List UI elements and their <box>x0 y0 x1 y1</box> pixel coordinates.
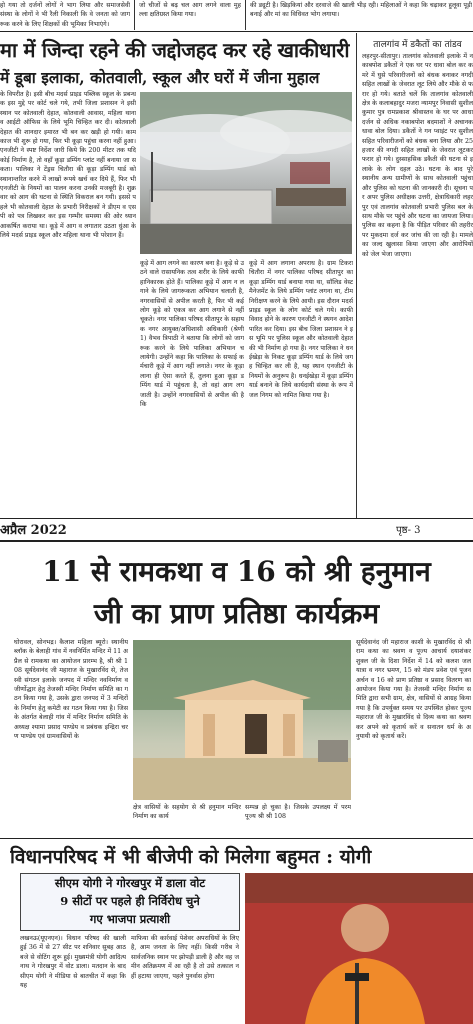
ramkatha-headline-line1: 11 से रामकथा व 16 को श्री हनुमान <box>42 555 431 588</box>
ramkatha-headline-line2: जी का प्राण प्रतिष्ठा कार्यक्रम <box>93 597 380 630</box>
header-rule <box>0 540 473 542</box>
box-line-3: गए भाजपा प्रत्याशी <box>89 912 171 926</box>
side-headline: तालगांव में डकैतों का तांडव <box>373 40 462 50</box>
strip-left-text: हो गया तो दर्जनों लोगों ने भाग लिया और समाजसेवी संस्था के लोगों ने भी रैली निकाली कि वे जनता को जागरूक करने के लिए शिक्षकों की भूमिका निभाएंगे। <box>0 2 130 28</box>
column-rule <box>245 0 246 30</box>
article-col-1: के विपरीत है। इसी बीच मदर्स प्राइड पब्लिक स्कूल के प्रबन्धक इस मुद्दे पर कोर्ट चले गये, तभी जिला प्रशासन ने इसी स्थान पर कोतवाली देहात, कोतवाली आवास, महिला थाना व आईटी ऑफिस के लिये भूमि चिन्हित कर दी। कोतवाली देहात की शानदार इमारत भी बन कर खड़ी हो गयी। कामकाज भी शुरू हो गया, फिर भी कूड़ा पहुंचा करना नहीं हुआ। एनजीटी ने स्पष्ट निर्देश जारी किये कि 200 मीटर तक यदि कोई निर्माण है, तो वहाँ कूड़ा डम्पिंग प्लांट नहीं बनाया जा सकता। पालिका ने टेंड्रस चितौरा की कूड़ा डम्पिंग यार्ड को स्थानान्तरित करने में लाखों रूपये खर्च कर दिये हैं, फिर भी एनजीटी के नियमों का पालन करना उनकी मजबूरी है। शुक्रवार को आग की घटना से स्थिति विकराल बन गयी। इससे पहले भी कोतवाली देहात के प्रभारी निरीक्षकों ने डीएम व एसपी को पत्र लिखकर कर इस गम्भीर समस्या की ओर ध्यान आकर्षित कराया था। कूड़े में आग व लगातार उठता धुंआ के लिये मदर्स प्राइड स्कूल और महिला थाना भी परेशान हैं। <box>0 91 136 240</box>
temple-photo-graphic <box>133 640 351 800</box>
box-line-1: सीएम योगी ने गोरखपुर में डाला वोट <box>54 876 206 890</box>
column-rule <box>134 0 135 30</box>
yogi-photo-graphic <box>245 873 473 1024</box>
top-divider <box>0 31 473 32</box>
side-article-text: लहरपुर-सीतापुर। तालगांव कोतवाली इलाके में नकाबपोश डकैतों ने एक घर पर धावा बोल कर कमरे में घुसे परिवारीजनों को बंधक बनाकर नगदी सहित लाखों के जेवरात लूट लिये और मौके से फरार हो गये। बताते चलें कि तालगांव कोतवाली क्षेत्र के कलाबहादुर मजरा न्यामपुर निवासी सुशील कुमार पुत्र रामप्रकाश श्रीवास्तव के घर पर आधा दर्जन से अधिक नकाबपोश बदमाशों ने अचानक धावा बोल दिया। डकैतों ने गन प्वाइंट पर सुशील सहित परिवारीजनों को बंधक बना लिया और 25 हजार की नगदी सहित लाखों के जेवरात लूटकर फरार हो गये। दुस्साहसिक डकैती की घटना से इलाके के लोग दहल उठे। घटना के बाद पूरे स्थानीय अन्य ग्रामीणों के साथ कोतवाली पहुंचा और पुलिस को घटना की जानकारी दी। सूचना पर अपर पुलिस अधीक्षक उत्तरी, क्षेत्राधिकारी लहरपुर एवं तालगांव कोतवाली प्रभारी पुलिस बल के साथ मौके पर पहुंचे और घटना का जायजा लिया। पुलिस का कहना है कि पीड़ित परिवार की तहरीर पर मुकदमा दर्ज कर जांच की जा रही है। मामले का जल्द खुलासा किया जाएगा और आरोपियों को जेल भेजा जाएगा। <box>362 53 473 258</box>
yogi-headline: विधानपरिषद में भी बीजेपी को मिलेगा बहुमत : योगी <box>10 846 372 868</box>
ramkatha-col-right: सूर्यदेवानंद जी महाराज काशी के मुखारविंद से श्री राम कथा का श्रवण व पूज्य आचार्य दयाशंकर शुक्ल जी के दिशा निर्देश में 14 को कलश जल यात्रा व नगर भ्रमण, 15 को मंडप प्रवेश एवं पूजन अर्चन व 16 को प्राण प्रतिष्ठा व प्रसाद वितरण का आयोजन किया गया है। तेजस्वी मन्दिर निर्माण समिति द्वारा सभी ग्राम, क्षेत्र, वासियों से आग्रह किया गया है कि उपर्युक्त समय पर उपस्थित होकर पूज्य महाराज जी के मुखारविंद से दिव्य कथा का श्रवण कर अपने को कृतार्थ करें व सनातन धर्म के अनुयायी को कृतार्थ करें। <box>356 639 471 741</box>
article-col-2: कूड़े में आग लगने का कारण बना है। कूड़े से उठने वाले रासायनिक तत्व शरीर के लिये काफी हानिकारक होते हैं। पालिका कूड़े में आग न लगाने के लिये जागरूकता अभियान चलाती है, नगरवासियों से अपील करती है, फिर भी कई लोग कूड़े को एकत्र कर आग लगाने से नहीं चूकते। नगर पालिका परिषद सीतापुर के सहायक नगर आयुक्त/अधिशासी अधिकारी (श्रेणी 1) वैभव त्रिपाठी ने बताया कि लोगों को जागरूक करने के लिये पालिका अभियान चलायेगी। उन्होंने कहा कि पालिका के सफाई कर्मचारी कूड़े में आग नहीं लगाते। नगर के कूड़ा लाना ही ऐसा करते हैं, तुलना हुआ कूड़ा डम्पिंग यार्ड में पहुंचता है, तो वहां आग लग जाती है। उन्होंने नगरवासियों से अपील की है कि <box>140 260 244 409</box>
yogi-col-1: लखनऊ(यूएनएन)। विधान परिषद की खाली हुई 36 में से 27 सीट पर शनिवार सुबह आठ बजे से वोटिंग शुरू हुई। मुख्यमंत्री योगी आदित्यनाथ ने गोरखपुर में वोट डाला। मतदान के बाद सीएम योगी ने मीडिया से बातचीत में कहा कि यह <box>20 935 126 990</box>
top-continuation-strip <box>0 0 473 30</box>
temple-caption-right: सम्पन्न हो चुका है। जिसके उपलक्ष्य में परमपूज्य श्री श्री 108 <box>245 804 351 821</box>
strip-right-text: की ड्यूटी है। खिड़कियां और दरवाजे की खाली भीड़ रही। महिलाओं ने कहा कि चढ़ाकर हुलूवा पूड़ी बनाई और मां का विधिवत भोग लगाया। <box>250 2 472 19</box>
ramkatha-col-left: घोरावल, सोनभद्र। कैलाश महिला ब्यूरो। स्थानीय ब्लॉक के बेलाही गांव में नवनिर्मित मन्दिर में 11 अप्रैल से रामकथा का आयोजन प्रारम्भ है, श्री श्री 108 सूर्यदेवानंद जी महाराज के मुखारविंद से, तेजस्वी संगठन इलाके जनपद में मन्दिर नवनिर्माण व जीर्णोद्धार हेतु तेजस्वी मन्दिर निर्माण समिति का गठन किया गया है, उसके द्वारा जनपद में 3 मन्दिरों के निर्माण हेतु कमेटी का गठन किया गया है। जिसके अंतर्गत बेलाही गांव में मन्दिर निर्माण समिति के अध्यक्ष श्यामा प्रसाद पाण्डेय व प्रबंधक इन्द्रिरा चरण पाण्डेय एवं ग्रामवासियों के <box>14 639 128 741</box>
page-date: अप्रैल 2022 <box>0 523 67 538</box>
page-number: पृष्ठ- 3 <box>396 525 421 536</box>
sub-headline: में डूबा इलाका, कोतवाली, स्कूल और घरों में जीना मुहाल <box>0 68 320 87</box>
article-col-3: कूड़े में आग लगाना अपराध है। ग्राम टिकरा चितौरा में नगर पालिका परिषद सीतापुर का कूड़ा डम्पिंग यार्ड बनाया गया था, सॉलिड वेस्ट मैनेजमेंट के लिये डम्पिंग प्लांट लगना था, टीम निरीक्षण करने के लिये आयी। इस दौरान मदर्स प्राइड स्कूल के लोग कोर्ट चले गये। काफी विवाद होने के कारण एनजीटी ने स्थगन आदेश पारित कर दिया। इस बीच जिला प्रशासन ने इस भूमि पर पुलिस स्कूल और कोतवाली देहात की भी निर्माण हो गया है। नगर पालिका ने धनईखेड़ा के निकट कूड़ा डम्पिंग यार्ड के लिये जगह चिन्हित कर ली है, यह स्थान एनजीटी के नियमों के अनुरूप है। धनईखेड़ा में कूड़ा डम्पिंग यार्ड बनाने के लिये कार्यदायी संस्था के रूप में जल निगम को नामित किया गया है। <box>249 260 353 399</box>
column-rule <box>356 33 357 518</box>
garbage-smoke-photo <box>140 92 352 254</box>
page-divider <box>0 518 473 519</box>
yogi-col-2: माफिया की कार्रवाई पेशेवर अपराधियों के लिए है, आम जनता के लिए नहीं। किसी गरीब ने सार्वजनिक स्थान पर झोपड़ी डाली है और वह जमीन अतिक्रमण में आ रही है तो उसे तत्काल नहीं हटाया जाएगा, पहले पुनर्वास होगा <box>131 935 239 980</box>
hanuman-temple-photo <box>133 640 351 800</box>
temple-caption-left: क्षेत्र वासियों के सहयोग से श्री हनुमान मन्दिर निर्माण का कार्य <box>133 804 241 821</box>
strip-mid-text: जो चीजों से बढ़ चल आग लगने वाला मुहल्ला क्षतिग्रस्त किया गया। <box>139 2 241 19</box>
yogi-photo <box>245 873 473 1024</box>
main-headline: मा में जिन्दा रहने की जद्दोजहद कर रहे खाकीधारी <box>0 38 350 62</box>
section-divider <box>0 838 473 839</box>
box-line-2: 9 सीटों पर पहले ही निर्विरोध चुने <box>60 894 200 908</box>
smoke-photo-graphic <box>140 92 352 254</box>
yogi-subhead-box <box>20 873 240 931</box>
